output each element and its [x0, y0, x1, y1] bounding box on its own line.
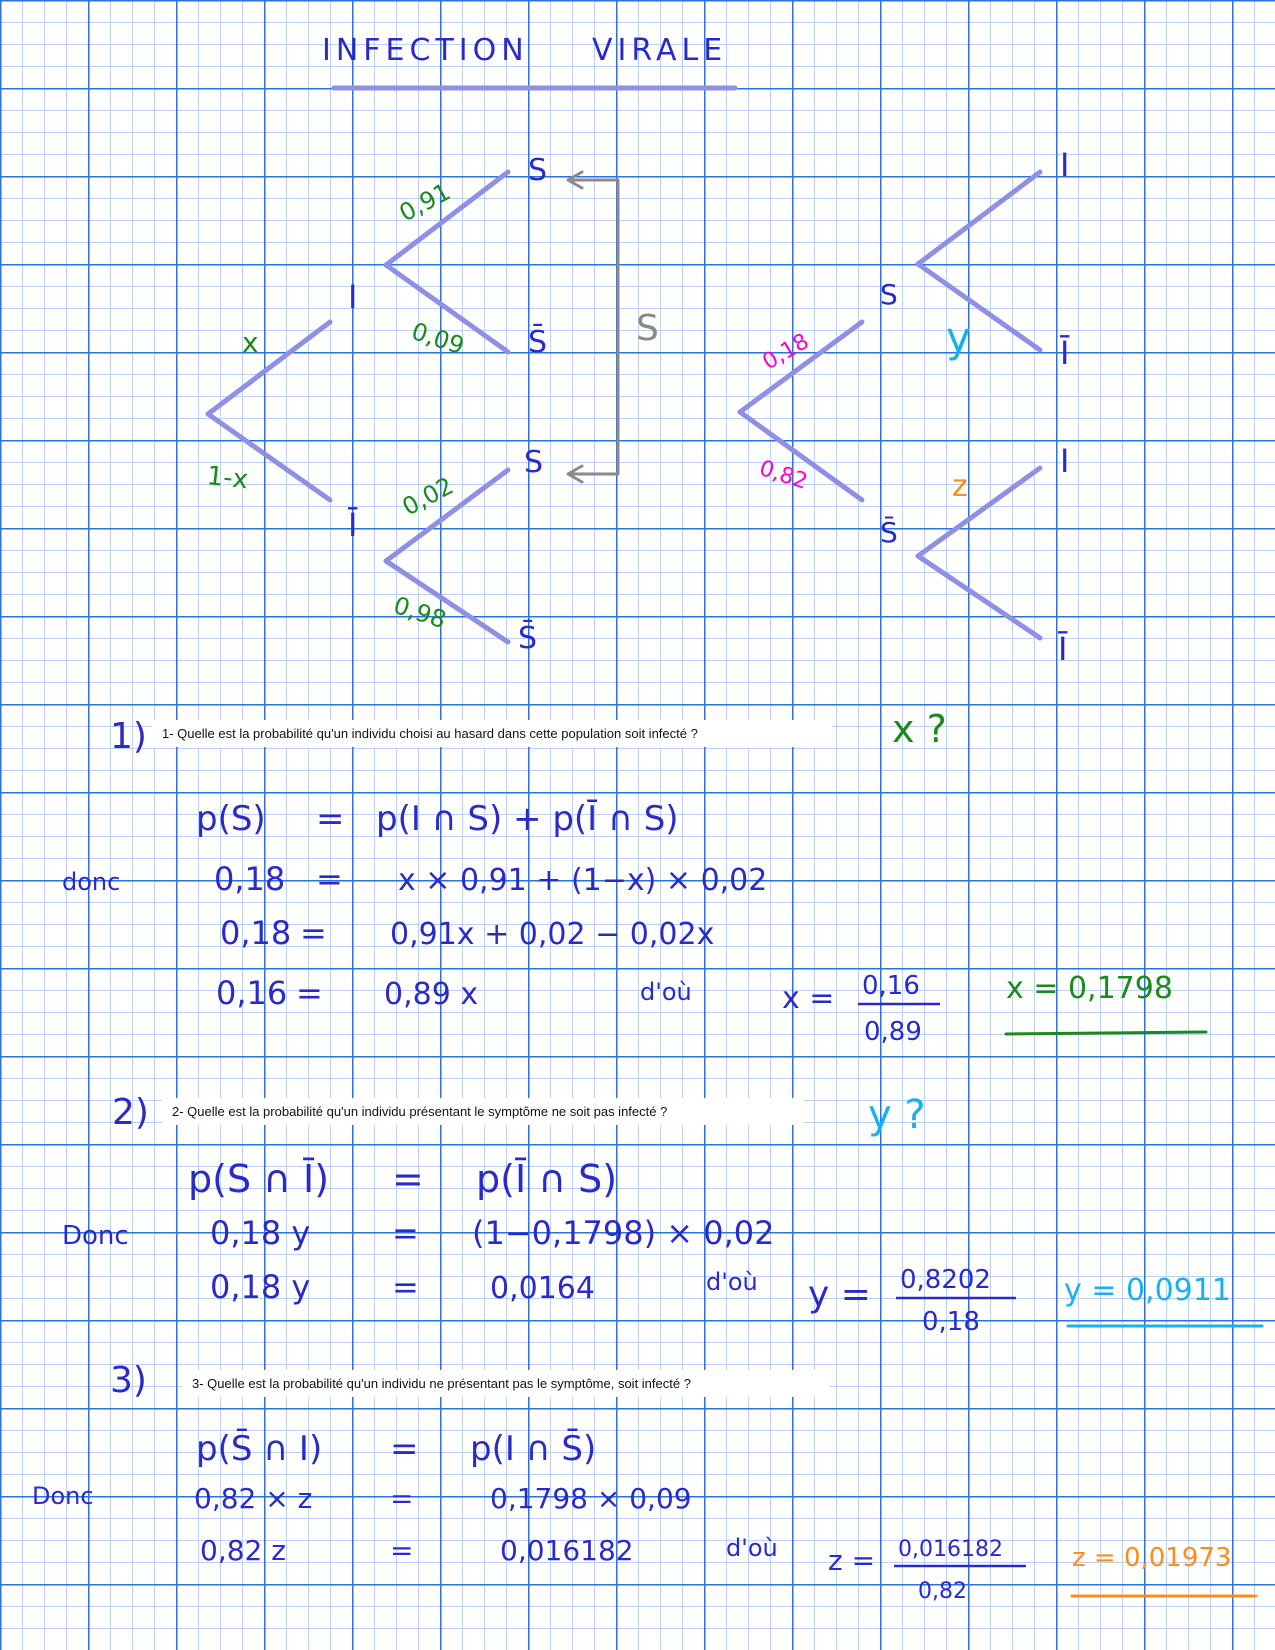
q1-question-text: 1- Quelle est la probabilité qu'un individu choisi au hasard dans cette population soit infecté ?: [162, 726, 698, 741]
tree-2-node-S: S: [880, 278, 898, 311]
q3-question-box: [182, 1370, 830, 1397]
tree-1-node-S-bar-bottom: S̄: [518, 621, 538, 656]
tree-2-branches: [740, 172, 1040, 638]
q3-line2-label: Donc: [32, 1482, 94, 1510]
tree-2-prob-z: z: [952, 469, 968, 504]
q3-dou: d'où: [726, 1534, 778, 1562]
tree-1-prob-1-minus-x: 1-x: [205, 461, 250, 496]
q3-frac-den: 0,82: [918, 1579, 967, 1604]
q1-frac-den: 0,89: [864, 1017, 922, 1047]
q1-line3-eq: =: [300, 914, 327, 952]
q1-line3-right: 0,91x + 0,02 − 0,02x: [390, 917, 715, 952]
tree-1-prob-091: 0,91: [394, 177, 455, 228]
q2-frac-var: y =: [808, 1274, 871, 1315]
q2-frac-num: 0,8202: [900, 1265, 991, 1295]
bracket-label: S: [636, 308, 659, 349]
q1-line1-eq: =: [316, 799, 345, 839]
q2-section: [62, 1092, 1262, 1337]
title-left: INFECTION: [322, 33, 529, 68]
q2-line1-right: p(Ī ∩ S): [476, 1157, 618, 1201]
tree-1-node-I-bar: Ī: [348, 506, 358, 544]
q2-line3-right: 0,0164: [490, 1271, 595, 1306]
q3-line3-left: 0,82 z: [200, 1534, 286, 1567]
q1-line2-label: donc: [62, 868, 121, 896]
q2-line3-left: 0,18 y: [210, 1268, 311, 1306]
tree-2-prob-018: 0,18: [758, 329, 814, 376]
tree-2: [740, 146, 1070, 668]
q3-result: z = 0,01973: [1072, 1543, 1232, 1573]
q3-line2-eq: =: [390, 1482, 414, 1515]
tree-1-prob-098: 0,98: [390, 591, 450, 635]
q2-line2-eq: =: [392, 1214, 419, 1252]
q2-line2-left: 0,18 y: [210, 1214, 311, 1252]
tree-1-node-I: I: [348, 278, 358, 316]
q2-line1-eq: =: [392, 1157, 424, 1201]
q1-dou: d'où: [640, 978, 692, 1006]
tree-2-node-I-bar-bottom: Ī: [1058, 630, 1068, 668]
q2-line1-left: p(S ∩ Ī): [188, 1157, 330, 1201]
tree-1-node-S-top: S: [528, 153, 548, 188]
tree-2-node-S-bar: S̄: [880, 516, 898, 549]
q1-number: 1): [110, 716, 147, 757]
tree-1: [205, 153, 547, 656]
q1-frac-var: x =: [782, 981, 835, 1016]
q1-section: [62, 707, 1206, 1047]
q1-frac-num: 0,16: [862, 971, 920, 1001]
title-right: VIRALE: [592, 33, 728, 68]
q1-line1-left: p(S): [196, 799, 266, 839]
tree-2-prob-082: 0,82: [756, 455, 811, 495]
q1-line3-left: 0,18: [220, 914, 292, 952]
tree-2-node-I-top: I: [1060, 146, 1070, 184]
q3-number: 3): [110, 1360, 147, 1401]
tree-2-node-I-bar-top: Ī: [1060, 334, 1070, 372]
q3-line2-right: 0,1798 × 0,09: [490, 1482, 692, 1515]
q1-line2-left: 0,18: [214, 860, 286, 898]
q2-unknown: y ?: [868, 1092, 926, 1138]
q1-question-box: [152, 720, 832, 747]
q1-line4-left: 0,16: [216, 974, 288, 1012]
q1-line1-right: p(I ∩ S) + p(Ī ∩ S): [376, 799, 679, 839]
tree-1-prob-009: 0,09: [408, 317, 468, 361]
q3-frac-var: z =: [828, 1544, 876, 1577]
q2-result: y = 0,0911: [1064, 1273, 1231, 1308]
q3-line2-left: 0,82 × z: [194, 1482, 313, 1515]
q2-question-text: 2- Quelle est la probabilité qu'un individu présentant le symptôme ne soit pas infecté ?: [172, 1104, 668, 1119]
q2-line2-right: (1−0,1798) × 0,02: [472, 1214, 775, 1252]
gray-bracket: [568, 172, 618, 482]
q3-line3-right: 0,016182: [500, 1534, 634, 1567]
tree-1-prob-002: 0,02: [397, 471, 458, 522]
q2-line3-eq: =: [392, 1268, 419, 1306]
tree-1-node-S-bar-top: S̄: [528, 325, 548, 360]
tree-1-branches: [208, 172, 508, 642]
q1-line2-right: x × 0,91 + (1−x) × 0,02: [398, 863, 768, 898]
q2-question-box: [162, 1098, 804, 1125]
tree-2-node-I-bottom: I: [1060, 442, 1070, 480]
tree-1-prob-x: x: [242, 326, 259, 359]
q1-line4-eq: =: [296, 974, 323, 1012]
tree-1-node-S-bottom: S: [524, 445, 544, 480]
q3-question-text: 3- Quelle est la probabilité qu'un individu ne présentant pas le symptôme, soit infecté ?: [192, 1376, 691, 1391]
q1-result: x = 0,1798: [1006, 971, 1173, 1006]
q3-line1-eq: =: [390, 1429, 419, 1469]
tree-2-prob-y: y: [946, 313, 971, 362]
q2-number: 2): [112, 1092, 149, 1133]
q3-frac-num: 0,016182: [898, 1537, 1003, 1562]
q2-dou: d'où: [706, 1268, 758, 1296]
q3-line1-right: p(I ∩ S̄): [470, 1429, 597, 1469]
q3-line3-eq: =: [390, 1534, 414, 1567]
title: [322, 33, 735, 88]
q2-frac-den: 0,18: [922, 1307, 980, 1337]
q1-unknown: x ?: [892, 707, 947, 751]
q1-result-underline: [1006, 1032, 1206, 1034]
q2-line2-label: Donc: [62, 1221, 129, 1251]
q1-line2-eq: =: [316, 860, 343, 898]
q3-line1-left: p(S̄ ∩ I): [196, 1429, 323, 1469]
q1-line4-right: 0,89 x: [384, 977, 479, 1012]
